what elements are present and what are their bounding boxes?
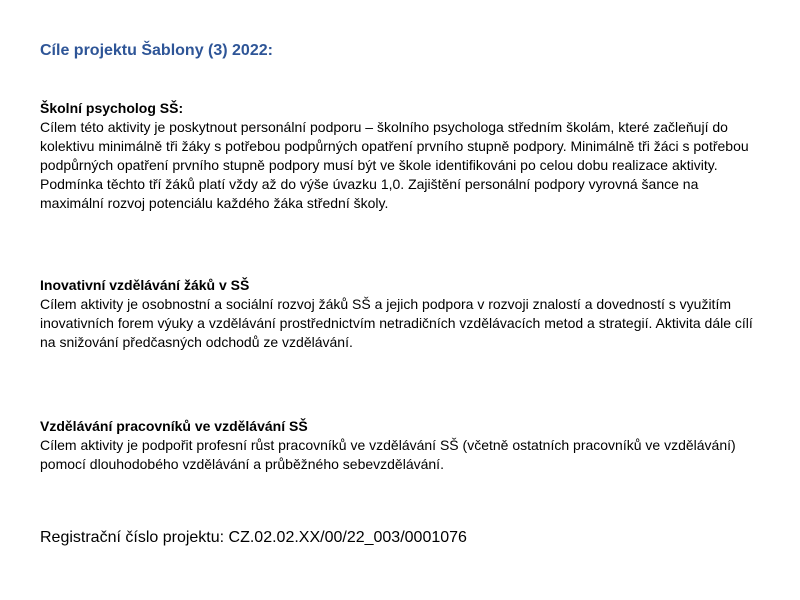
section-staff-education (40, 417, 760, 474)
section-body-innovative-education: Cílem aktivity je osobnostní a sociální rozvoj žáků SŠ a jejich podpora v rozvoji znalostí a dovedností s využitím inovativních forem výuky a vzdělávání prostřednictvím netradičních vzdělávacích metod a strategií. Aktivita dále cílí na snižování předčasných odchodů ze vzdělávání. (40, 296, 753, 350)
section-heading-staff-education: Vzdělávání pracovníků ve vzdělávání SŠ (40, 418, 308, 434)
section-heading-innovative-education: Inovativní vzdělávání žáků v SŠ (40, 277, 250, 293)
registration-number: Registrační číslo projektu: CZ.02.02.XX/00/22_003/0001076 (40, 529, 467, 546)
section-school-psychologist (40, 99, 760, 213)
document-page (40, 0, 760, 600)
section-body-staff-education: Cílem aktivity je podpořit profesní růst pracovníků ve vzdělávání SŠ (včetně ostatních pracovníků ve vzdělávání) pomocí dlouhodobého vzdělávání a průběžného sebevzdělávání. (40, 437, 736, 472)
section-innovative-education (40, 276, 760, 352)
section-body-school-psychologist: Cílem této aktivity je poskytnout personální podporu – školního psychologa středním školám, které začleňují do kolektivu minimálně tři žáky s potřebou podpůrných opatření prvního stupně podpory. Minimálně tři žáci s potřebou podpůrných opatření prvního stupně podpory musí být ve škole identifikováni po celou dobu realizace aktivity. Podmínka těchto tří žáků platí vždy až do výše úvazku 1,0. Zajištění personální podpory vyrovná šance na maximální rozvoj potenciálu každého žáka střední školy. (40, 119, 749, 211)
page-title: Cíle projektu Šablony (3) 2022: (40, 42, 273, 59)
section-heading-school-psychologist: Školní psycholog SŠ: (40, 100, 184, 116)
